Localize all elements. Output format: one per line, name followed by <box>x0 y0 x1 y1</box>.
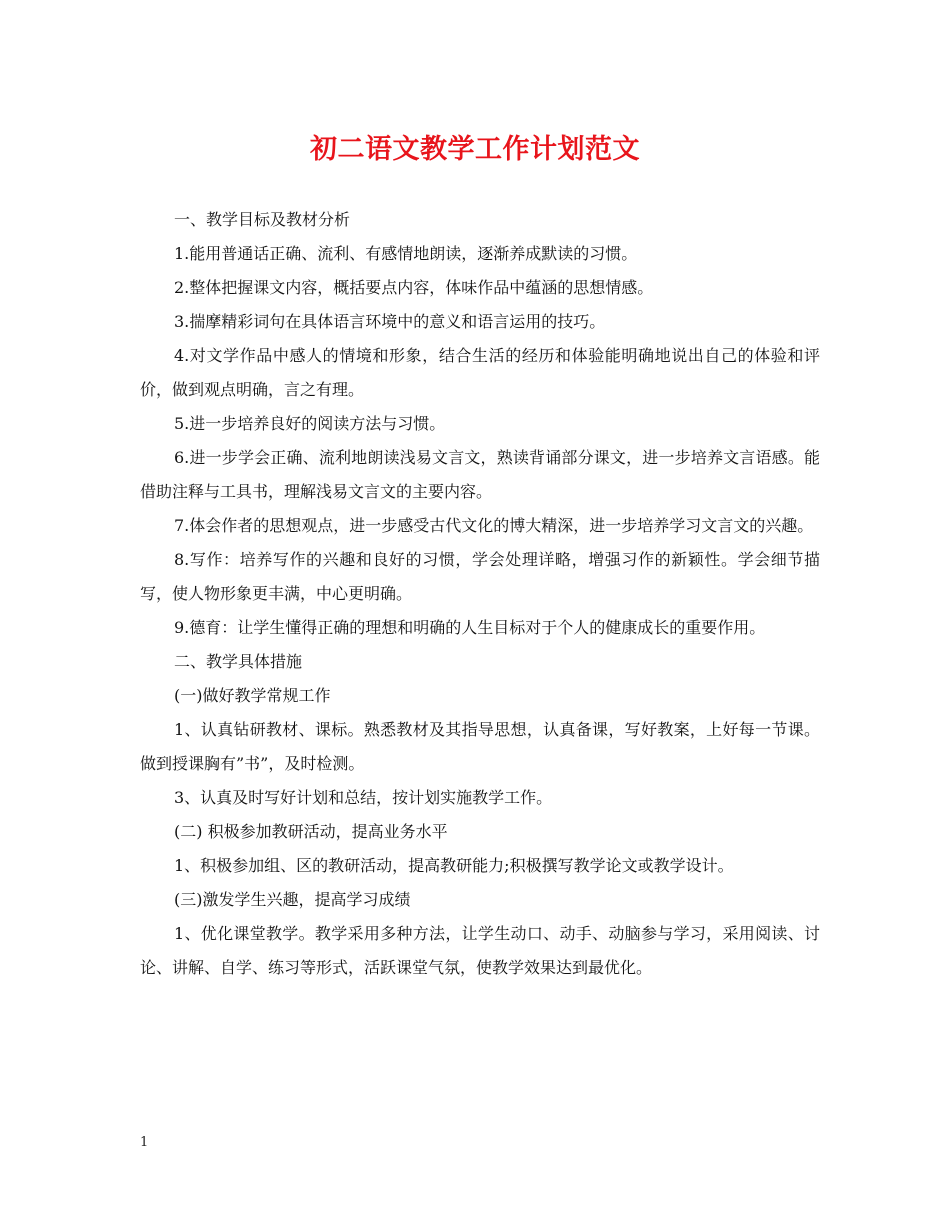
document-title: 初二语文教学工作计划范文 <box>310 134 640 165</box>
paragraph: 4.对文学作品中感人的情境和形象，结合生活的经历和体验能明确地说出自己的体验和评价，做到观点明确，言之有理。 <box>140 346 820 399</box>
paragraph: 1、优化课堂教学。教学采用多种方法，让学生动口、动手、动脑参与学习，采用阅读、讨论、讲解、自学、练习等形式，活跃课堂气氛，使教学效果达到最优化。 <box>140 924 820 977</box>
paragraph: 1、认真钻研教材、课标。熟悉教材及其指导思想，认真备课，写好教案，上好每一节课。做到授课胸有”书”，及时检测。 <box>140 720 820 773</box>
paragraph: 7.体会作者的思想观点，进一步感受古代文化的博大精深，进一步培养学习文言文的兴趣。 <box>174 516 814 535</box>
subsection-heading: (二) 积极参加教研活动，提高业务水平 <box>174 822 448 841</box>
page-number: 1 <box>140 1135 149 1150</box>
section-heading-2: 二、教学具体措施 <box>174 652 303 671</box>
paragraph: 1、积极参加组、区的教研活动，提高教研能力;积极撰写教学论文或教学设计。 <box>174 856 734 875</box>
subsection-heading: (一)做好教学常规工作 <box>174 686 331 705</box>
paragraph: 5.进一步培养良好的阅读方法与习惯。 <box>174 414 446 433</box>
paragraph: 9.德育：让学生懂得正确的理想和明确的人生目标对于个人的健康成长的重要作用。 <box>174 618 766 637</box>
paragraph: 1.能用普通话正确、流利、有感情地朗读，逐渐养成默读的习惯。 <box>174 244 638 263</box>
document-body <box>140 203 820 985</box>
paragraph: 8.写作：培养写作的兴趣和良好的习惯，学会处理详略，增强习作的新颖性。学会细节描写，使人物形象更丰满，中心更明确。 <box>140 550 820 603</box>
paragraph: 3.揣摩精彩词句在具体语言环境中的意义和语言运用的技巧。 <box>174 312 606 331</box>
paragraph: 3、认真及时写好计划和总结，按计划实施教学工作。 <box>174 788 553 807</box>
paragraph: 2.整体把握课文内容，概括要点内容，体味作品中蕴涵的思想情感。 <box>174 278 654 297</box>
subsection-heading: (三)激发学生兴趣，提高学习成绩 <box>174 890 411 909</box>
section-heading-1: 一、教学目标及教材分析 <box>174 210 351 229</box>
paragraph: 6.进一步学会正确、流利地朗读浅易文言文，熟读背诵部分课文，进一步培养文言语感。能借助注释与工具书，理解浅易文言文的主要内容。 <box>140 448 820 501</box>
